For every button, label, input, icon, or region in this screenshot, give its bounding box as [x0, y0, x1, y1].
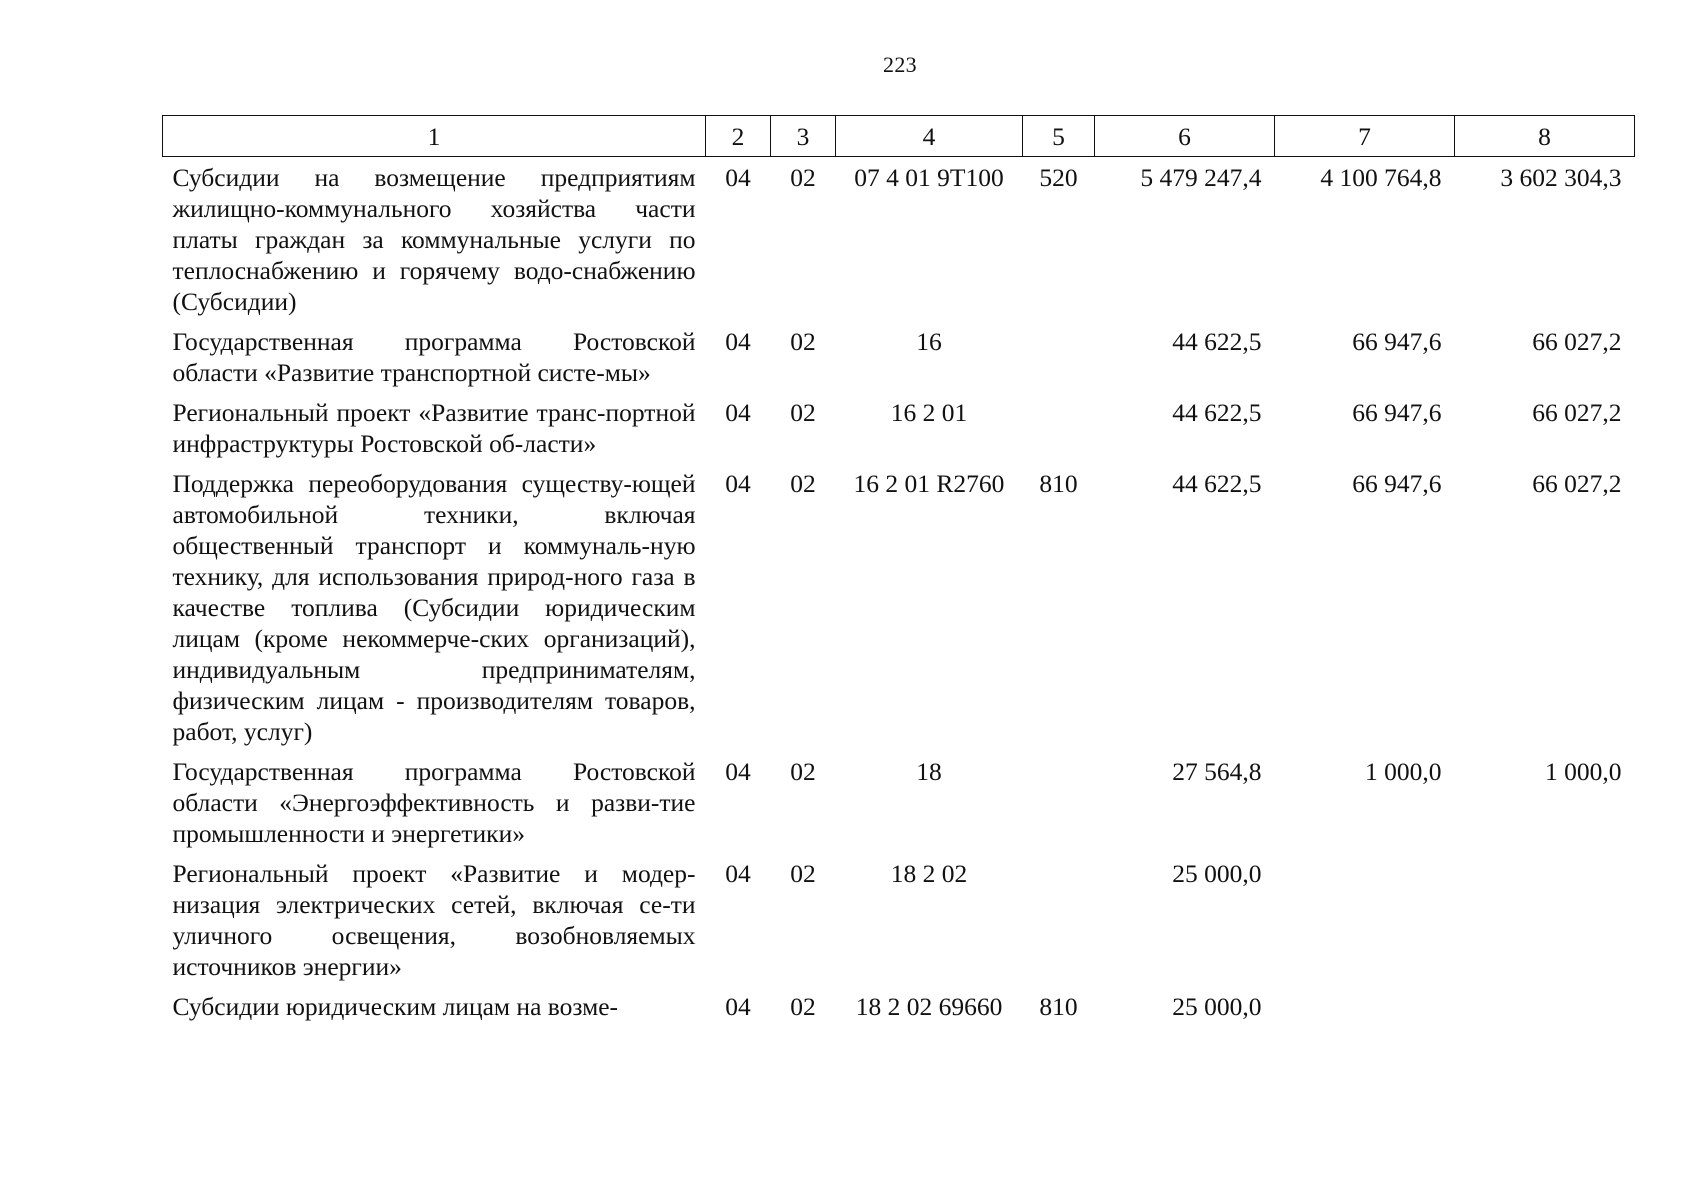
header-row — [163, 116, 1635, 157]
row-name-cell: Государственная программа Ростовской области «Развитие транспортной систе-мы» — [172, 327, 696, 387]
row-value-7-cell: 66 947,6 — [1352, 469, 1442, 498]
row-value-8-cell — [1455, 858, 1635, 991]
row-value-8-cell: 66 027,2 — [1532, 469, 1622, 498]
row-value-6-cell: 44 622,5 — [1172, 469, 1262, 498]
header-cell-5: 5 — [1023, 116, 1095, 157]
row-name-cell: Государственная программа Ростовской области «Энергоэффективность и разви-тие промышленности и энергетики» — [172, 757, 696, 848]
table-row — [163, 326, 1635, 397]
row-value-8-cell: 1 000,0 — [1545, 757, 1622, 786]
row-vr-cell — [1023, 326, 1095, 397]
row-vr-cell: 520 — [1039, 163, 1078, 192]
row-vr-cell — [1023, 858, 1095, 991]
header-cell-6: 6 — [1095, 116, 1275, 157]
table-row — [163, 397, 1635, 468]
row-value-7-cell: 4 100 764,8 — [1320, 163, 1442, 192]
row-value-6-cell: 25 000,0 — [1172, 992, 1262, 1021]
header-cell-4: 4 — [836, 116, 1023, 157]
row-name-cell: Поддержка переоборудования существу-ющей автомобильной техники, включая общественный транспорт и коммуналь-ную технику, для использования природ-ного газа в качестве топлива (Субсидии юридическим лицам (кроме некоммерче-ских организаций), индивидуальным предпринимателям, физическим лицам - производителям товаров, работ, услуг) — [172, 469, 696, 746]
row-value-8-cell: 66 027,2 — [1532, 327, 1622, 356]
row-rz-cell: 04 — [725, 992, 751, 1021]
row-csr-cell: 16 2 01 R2760 — [853, 469, 1005, 498]
row-rz-cell: 04 — [725, 469, 751, 498]
header-cell-3: 3 — [771, 116, 836, 157]
row-value-7-cell: 66 947,6 — [1352, 398, 1442, 427]
table-row — [163, 756, 1635, 858]
row-pr-cell: 02 — [790, 992, 816, 1021]
page-number: 223 — [883, 52, 917, 77]
row-pr-cell: 02 — [790, 163, 816, 192]
row-vr-cell — [1023, 756, 1095, 858]
row-csr-cell: 16 2 01 — [890, 398, 968, 427]
row-pr-cell: 02 — [790, 757, 816, 786]
row-rz-cell: 04 — [725, 757, 751, 786]
table-row — [163, 157, 1635, 327]
row-value-8-cell: 66 027,2 — [1532, 398, 1622, 427]
row-rz-cell: 04 — [725, 398, 751, 427]
row-value-6-cell: 25 000,0 — [1172, 859, 1262, 888]
row-rz-cell: 04 — [725, 163, 751, 192]
row-csr-cell: 18 — [916, 757, 942, 786]
header-cell-8: 8 — [1455, 116, 1635, 157]
table-header — [163, 116, 1635, 157]
row-value-6-cell: 44 622,5 — [1172, 327, 1262, 356]
row-value-6-cell: 5 479 247,4 — [1140, 163, 1262, 192]
table-row — [163, 858, 1635, 991]
row-value-8-cell — [1455, 991, 1635, 1031]
row-name-cell: Субсидии юридическим лицам на возме- — [172, 992, 619, 1021]
row-pr-cell: 02 — [790, 398, 816, 427]
table-row — [163, 991, 1635, 1031]
row-vr-cell — [1023, 397, 1095, 468]
row-csr-cell: 18 2 02 — [890, 859, 968, 888]
row-value-6-cell: 44 622,5 — [1172, 398, 1262, 427]
header-cell-7: 7 — [1275, 116, 1455, 157]
header-cell-1: 1 — [163, 116, 706, 157]
row-csr-cell: 18 2 02 69660 — [855, 992, 1003, 1021]
budget-table — [162, 115, 1635, 1031]
row-name-cell: Субсидии на возмещение предприятиям жилищно-коммунального хозяйства части платы граждан за коммунальные услуги по теплоснабжению и горячему водо-снабжению (Субсидии) — [172, 163, 696, 316]
row-pr-cell: 02 — [790, 327, 816, 356]
row-csr-cell: 16 — [916, 327, 942, 356]
table-body — [163, 157, 1635, 1032]
row-vr-cell: 810 — [1039, 469, 1078, 498]
row-value-7-cell — [1275, 991, 1455, 1031]
row-pr-cell: 02 — [790, 859, 816, 888]
row-value-7-cell — [1275, 858, 1455, 991]
row-vr-cell: 810 — [1039, 992, 1078, 1021]
table-row — [163, 468, 1635, 756]
row-value-6-cell: 27 564,8 — [1172, 757, 1262, 786]
row-csr-cell: 07 4 01 9Т100 — [854, 163, 1004, 192]
row-name-cell: Региональный проект «Развитие транс-портной инфраструктуры Ростовской об-ласти» — [172, 398, 696, 458]
header-cell-2: 2 — [706, 116, 771, 157]
row-value-7-cell: 66 947,6 — [1352, 327, 1442, 356]
row-rz-cell: 04 — [725, 327, 751, 356]
row-value-8-cell: 3 602 304,3 — [1500, 163, 1622, 192]
row-rz-cell: 04 — [725, 859, 751, 888]
row-name-cell: Региональный проект «Развитие и модер-низация электрических сетей, включая се-ти уличного освещения, возобновляемых источников энергии» — [172, 859, 696, 981]
row-value-7-cell: 1 000,0 — [1365, 757, 1442, 786]
row-pr-cell: 02 — [790, 469, 816, 498]
